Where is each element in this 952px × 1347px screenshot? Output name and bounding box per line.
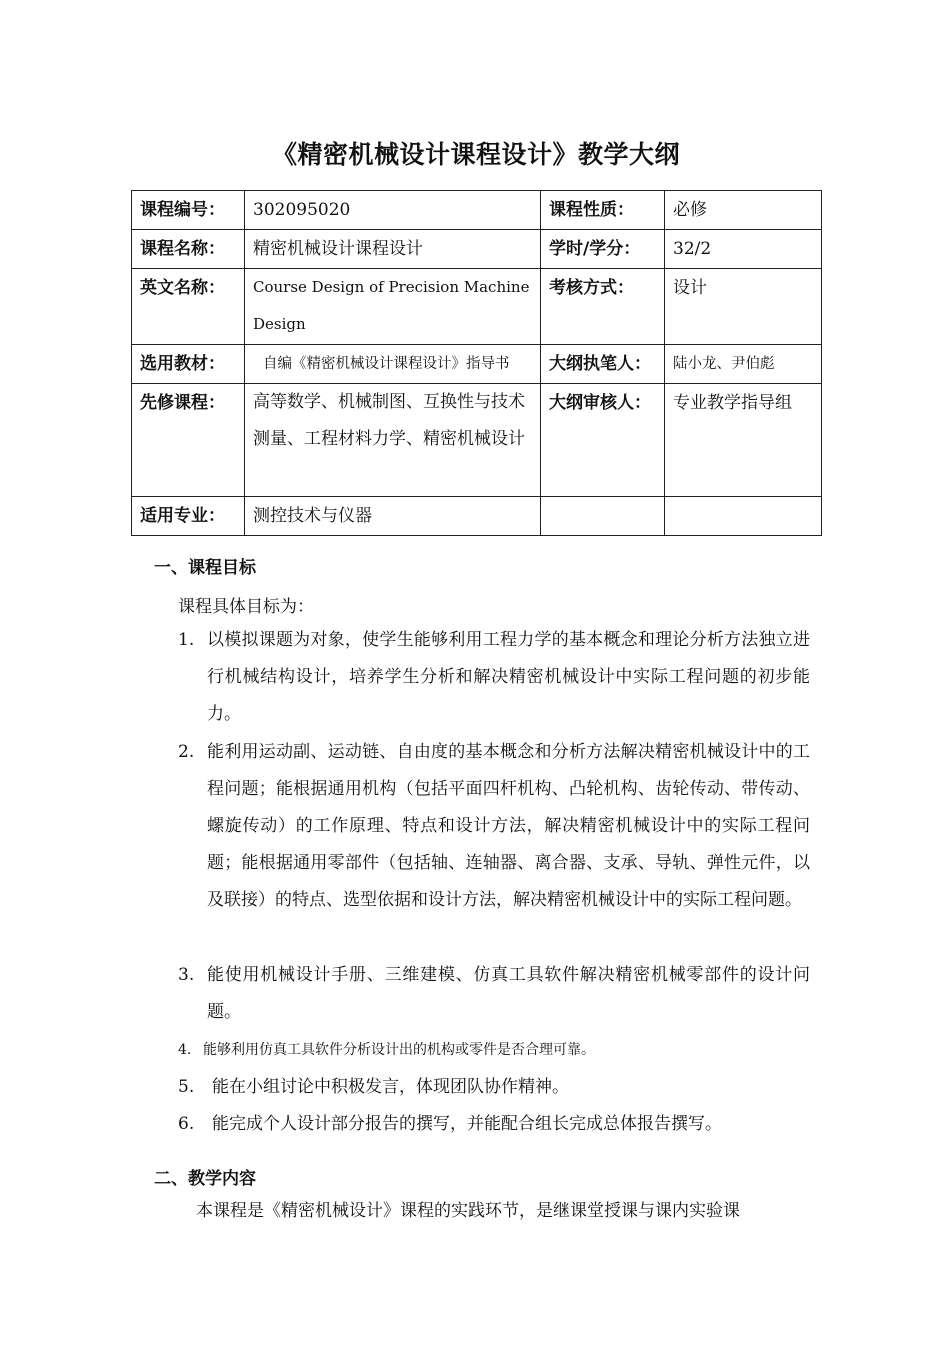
list-item-number: 3. bbox=[178, 965, 195, 985]
section-heading-goals: 一、课程目标 bbox=[154, 558, 256, 578]
textbook-value: 自编《精密机械设计课程设计》指导书 bbox=[245, 345, 541, 384]
english-name-label: 英文名称： bbox=[132, 269, 245, 345]
list-item bbox=[178, 734, 810, 919]
list-item-text: 能使用机械设计手册、三维建模、仿真工具软件解决精密机械零部件的设计问题。 bbox=[207, 965, 810, 1022]
course-code-label: 课程编号： bbox=[132, 191, 245, 230]
course-info-table bbox=[131, 190, 822, 536]
table-row bbox=[132, 345, 822, 384]
list-item bbox=[178, 957, 810, 1031]
english-name-value: Course Design of Precision Machine Design bbox=[245, 269, 541, 345]
prerequisites-label: 先修课程： bbox=[132, 384, 245, 497]
list-item-number: 6. bbox=[178, 1114, 195, 1134]
course-nature-label: 课程性质： bbox=[541, 191, 665, 230]
reviewer-value: 专业教学指导组 bbox=[665, 384, 822, 497]
table-row bbox=[132, 230, 822, 269]
major-value: 测控技术与仪器 bbox=[245, 497, 541, 536]
content-paragraph: 本课程是《精密机械设计》课程的实践环节，是继课堂授课与课内实验课 bbox=[196, 1201, 740, 1221]
list-item-text: 能完成个人设计部分报告的撰写，并能配合组长完成总体报告撰写。 bbox=[212, 1114, 722, 1134]
table-row bbox=[132, 269, 822, 345]
assessment-value: 设计 bbox=[665, 269, 822, 345]
hours-credits-value: 32/2 bbox=[665, 230, 822, 269]
course-code-value: 302095020 bbox=[245, 191, 541, 230]
course-name-value: 精密机械设计课程设计 bbox=[245, 230, 541, 269]
table-row bbox=[132, 384, 822, 497]
hours-credits-label: 学时/学分： bbox=[541, 230, 665, 269]
goals-intro: 课程具体目标为： bbox=[178, 597, 314, 617]
reviewer-label: 大纲审核人： bbox=[541, 384, 665, 497]
empty-cell bbox=[541, 497, 665, 536]
section-heading-content: 二、教学内容 bbox=[154, 1169, 256, 1189]
course-nature-value: 必修 bbox=[665, 191, 822, 230]
list-item-text: 以模拟课题为对象，使学生能够利用工程力学的基本概念和理论分析方法独立进行机械结构设计，培养学生分析和解决精密机械设计中实际工程问题的初步能力。 bbox=[207, 630, 810, 724]
list-item-number: 4. bbox=[178, 1042, 192, 1058]
prerequisites-value: 高等数学、机械制图、互换性与技术测量、工程材料力学、精密机械设计 bbox=[245, 384, 541, 497]
list-item-text: 能在小组讨论中积极发言，体现团队协作精神。 bbox=[212, 1077, 569, 1097]
list-item-number: 1. bbox=[178, 630, 195, 650]
major-label: 适用专业： bbox=[132, 497, 245, 536]
list-item-text: 能够利用仿真工具软件分析设计出的机构或零件是否合理可靠。 bbox=[203, 1042, 595, 1058]
author-value: 陆小龙、尹伯彪 bbox=[665, 345, 822, 384]
textbook-label: 选用教材： bbox=[132, 345, 245, 384]
list-item-number: 5. bbox=[178, 1077, 195, 1097]
list-item bbox=[178, 622, 810, 733]
course-name-label: 课程名称： bbox=[132, 230, 245, 269]
author-label: 大纲执笔人： bbox=[541, 345, 665, 384]
table-row bbox=[132, 191, 822, 230]
list-item-number: 2. bbox=[178, 742, 195, 762]
list-item bbox=[178, 1069, 810, 1106]
list-item-text: 能利用运动副、运动链、自由度的基本概念和分析方法解决精密机械设计中的工程问题；能根据通用机构（包括平面四杆机构、凸轮机构、齿轮传动、带传动、螺旋传动）的工作原理、特点和设计方法，解决精密机械设计中的实际工程问题；能根据通用零部件（包括轴、连轴器、离合器、支承、导轨、弹性元件，以及联接）的特点、选型依据和设计方法，解决精密机械设计中的实际工程问题。 bbox=[207, 742, 810, 910]
list-item bbox=[178, 1106, 810, 1143]
table-row bbox=[132, 497, 822, 536]
empty-cell bbox=[665, 497, 822, 536]
list-item bbox=[178, 1032, 810, 1069]
assessment-label: 考核方式： bbox=[541, 269, 665, 345]
page-title: 《精密机械设计课程设计》教学大纲 bbox=[271, 140, 680, 169]
